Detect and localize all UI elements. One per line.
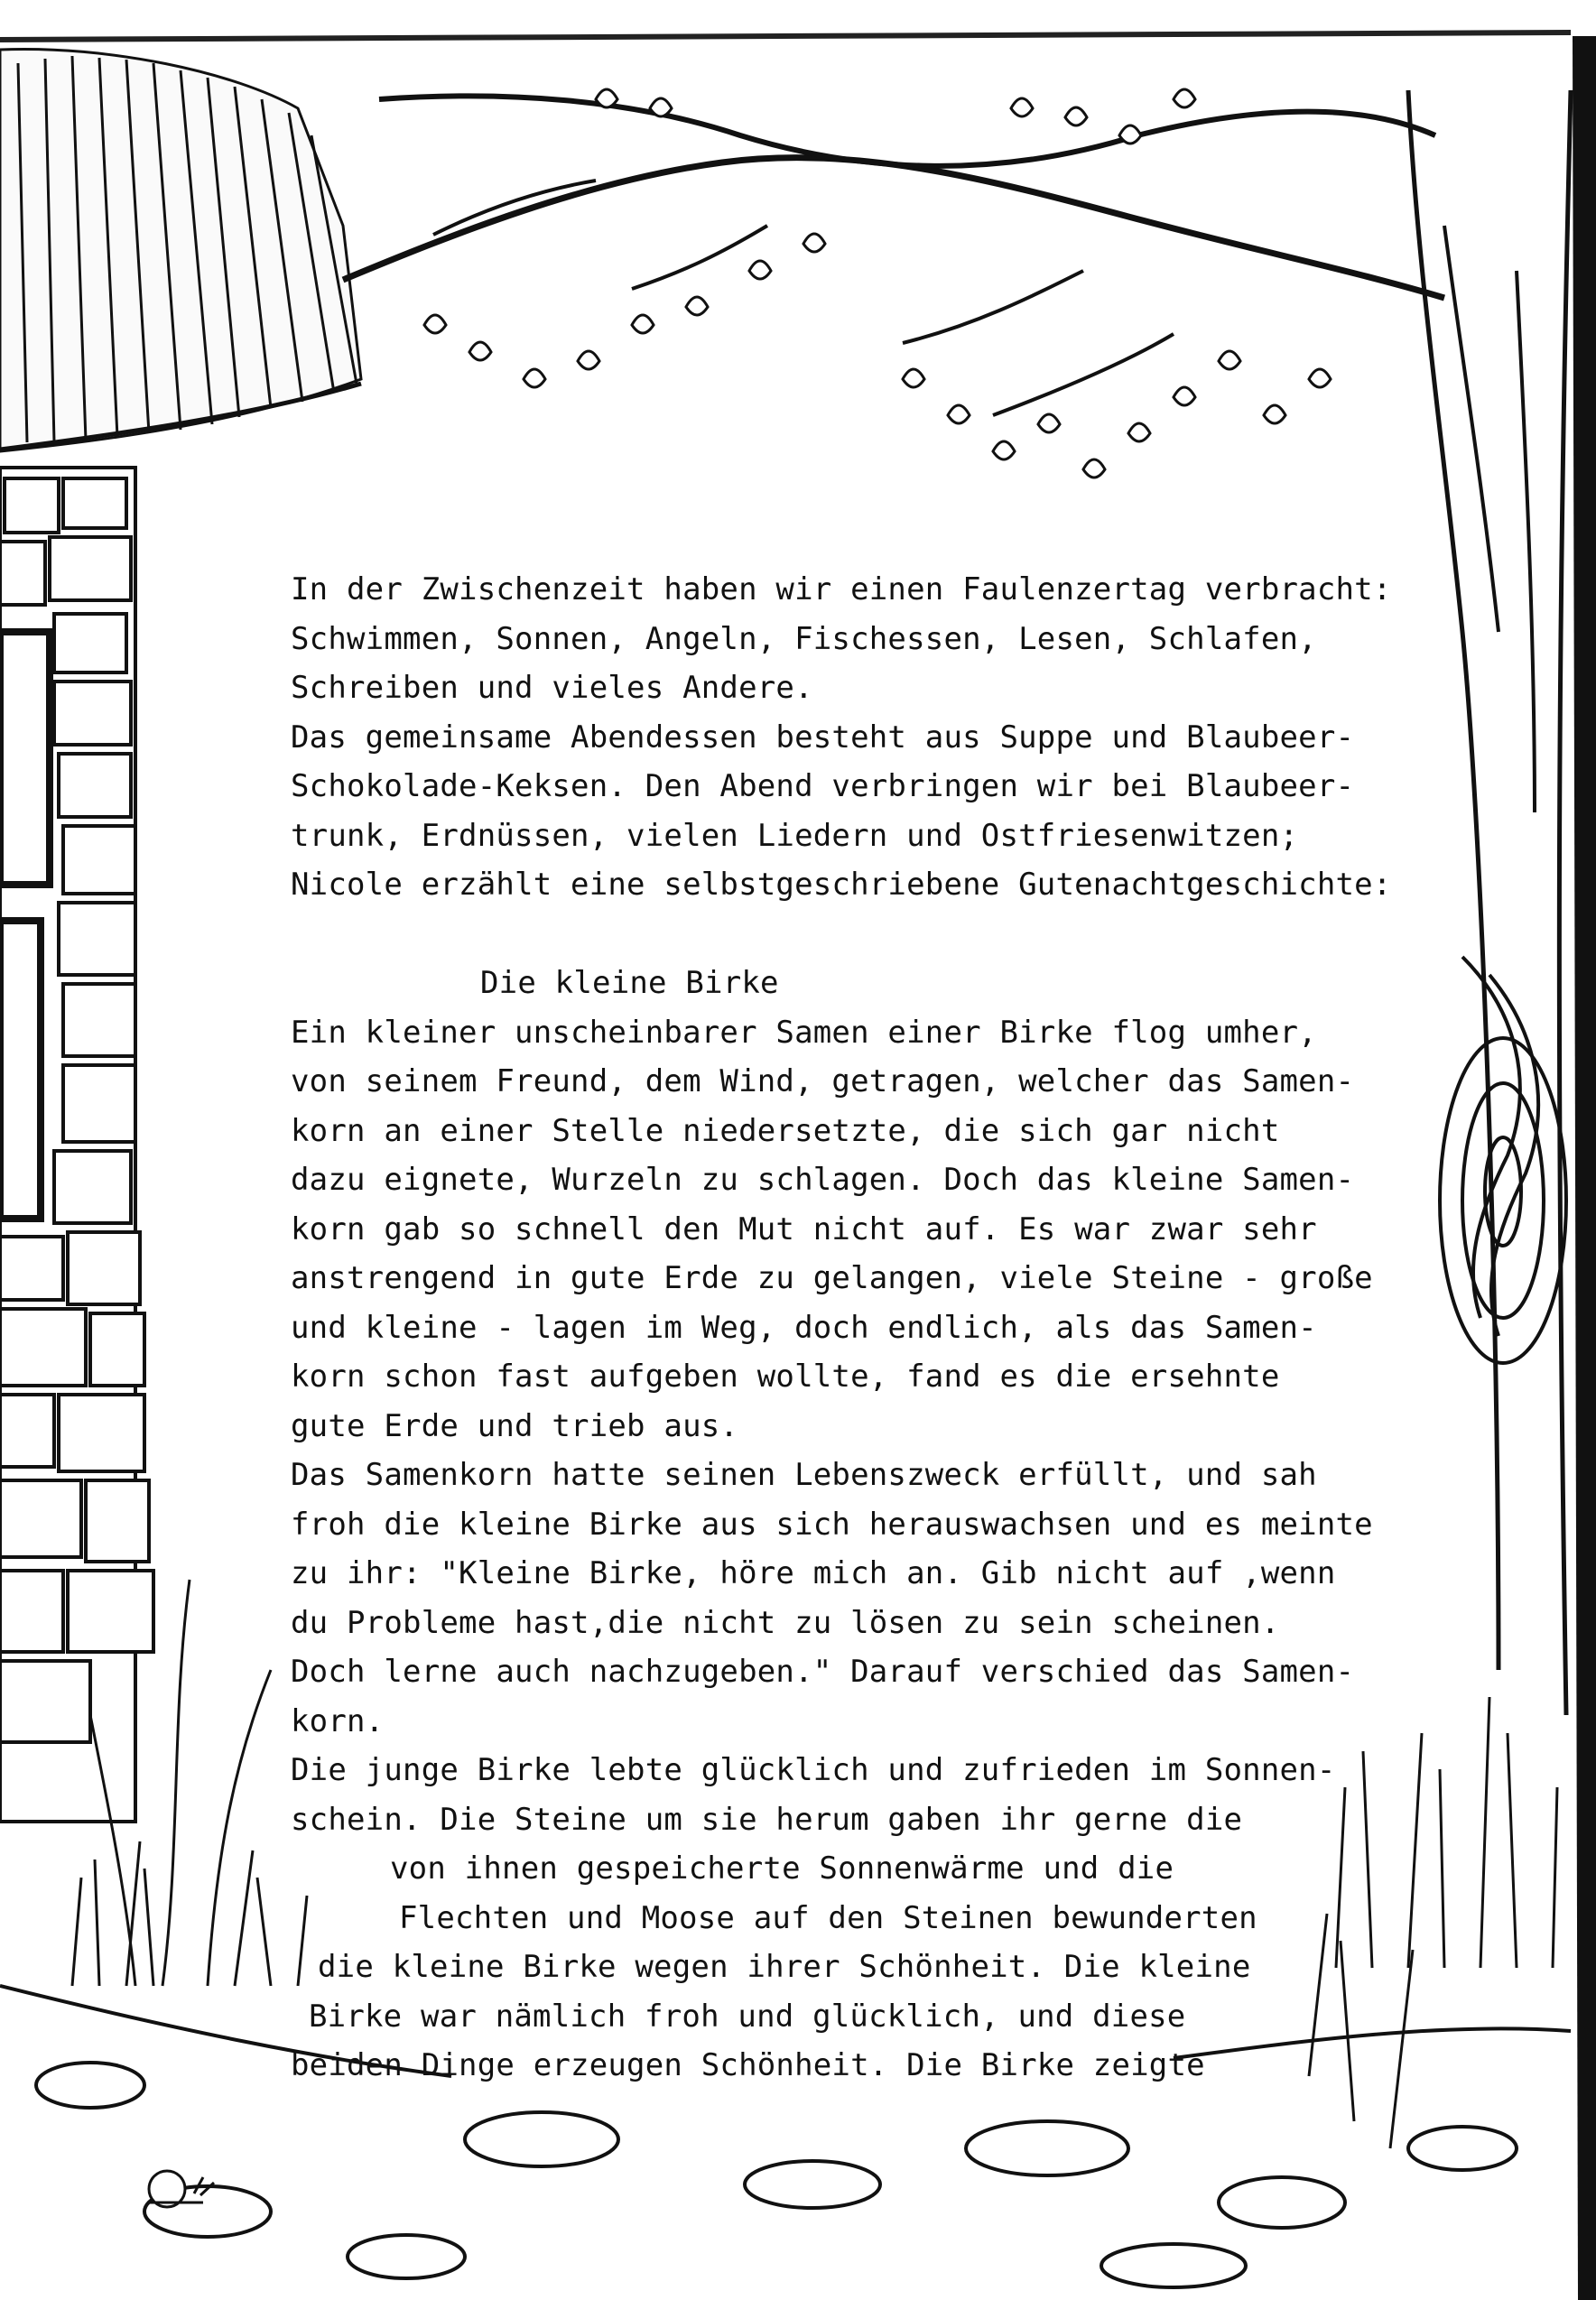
intro-line: Schokolade-Keksen. Den Abend verbringen wir bei Blaubeer-	[291, 768, 1355, 804]
blank-line	[291, 910, 1455, 960]
story-line: korn schon fast aufgeben wollte, fand es die ersehnte	[291, 1359, 1280, 1395]
intro-line: Nicole erzählt eine selbstgeschriebene Gutenachtgeschichte:	[291, 867, 1392, 903]
story-line: froh die kleine Birke aus sich herauswachsen und es meinte	[291, 1506, 1373, 1543]
story-line: und kleine - lagen im Weg, doch endlich, als das Samen-	[291, 1309, 1317, 1346]
story-text	[291, 565, 1455, 2091]
story-line: anstrengend in gute Erde zu gelangen, viele Steine - große	[291, 1260, 1373, 1296]
story-line: zu ihr: "Kleine Birke, höre mich an. Gib nicht auf ,wenn	[291, 1555, 1336, 1591]
story-line: Ein kleiner unscheinbarer Samen einer Birke flog umher,	[291, 1014, 1317, 1051]
thatched-roof-icon	[0, 49, 361, 451]
story-title: Die kleine Birke	[480, 965, 779, 1001]
intro-line: Schwimmen, Sonnen, Angeln, Fischessen, Lesen, Schlafen,	[291, 620, 1317, 657]
story-line: korn an einer Stelle niedersetzte, die sich gar nicht	[291, 1112, 1280, 1149]
story-line: Flechten und Moose auf den Steinen bewunderten	[399, 1899, 1257, 1936]
intro-line: trunk, Erdnüssen, vielen Liedern und Ostfriesenwitzen;	[291, 817, 1299, 854]
intro-line: Das gemeinsame Abendessen besteht aus Suppe und Blaubeer-	[291, 719, 1355, 756]
intro-line: Schreiben und vieles Andere.	[291, 670, 813, 706]
story-line: Doch lerne auch nachzugeben." Darauf verschied das Samen-	[291, 1654, 1355, 1690]
story-line: dazu eignete, Wurzeln zu schlagen. Doch das kleine Samen-	[291, 1162, 1355, 1198]
story-line: du Probleme hast,die nicht zu lösen zu sein scheinen.	[291, 1604, 1280, 1641]
story-line: beiden Dinge erzeugen Schönheit. Die Birke zeigte	[291, 2047, 1205, 2083]
story-line: die kleine Birke wegen ihrer Schönheit. Die kleine	[318, 1949, 1251, 1985]
story-line: korn gab so schnell den Mut nicht auf. Es war zwar sehr	[291, 1210, 1317, 1247]
story-line: Birke war nämlich froh und glücklich, und diese	[309, 1998, 1186, 2035]
scan-right-edge	[1573, 36, 1596, 2300]
leaves-icon	[424, 89, 1331, 478]
birch-branch-icon	[343, 96, 1444, 415]
story-line: von ihnen gespeicherte Sonnenwärme und die	[390, 1850, 1174, 1887]
intro-line: In der Zwischenzeit haben wir einen Faulenzertag verbracht:	[291, 571, 1392, 607]
story-line: korn.	[291, 1702, 385, 1739]
story-line: von seinem Freund, dem Wind, getragen, welcher das Samen-	[291, 1063, 1355, 1099]
stone-wall-icon	[0, 468, 153, 1822]
story-line: Die junge Birke lebte glücklich und zufrieden im Sonnen-	[291, 1752, 1336, 1788]
story-line: gute Erde und trieb aus.	[291, 1407, 739, 1444]
story-line: Das Samenkorn hatte seinen Lebenszweck erfüllt, und sah	[291, 1457, 1317, 1493]
story-line: schein. Die Steine um sie herum gaben ihr gerne die	[291, 1801, 1243, 1838]
